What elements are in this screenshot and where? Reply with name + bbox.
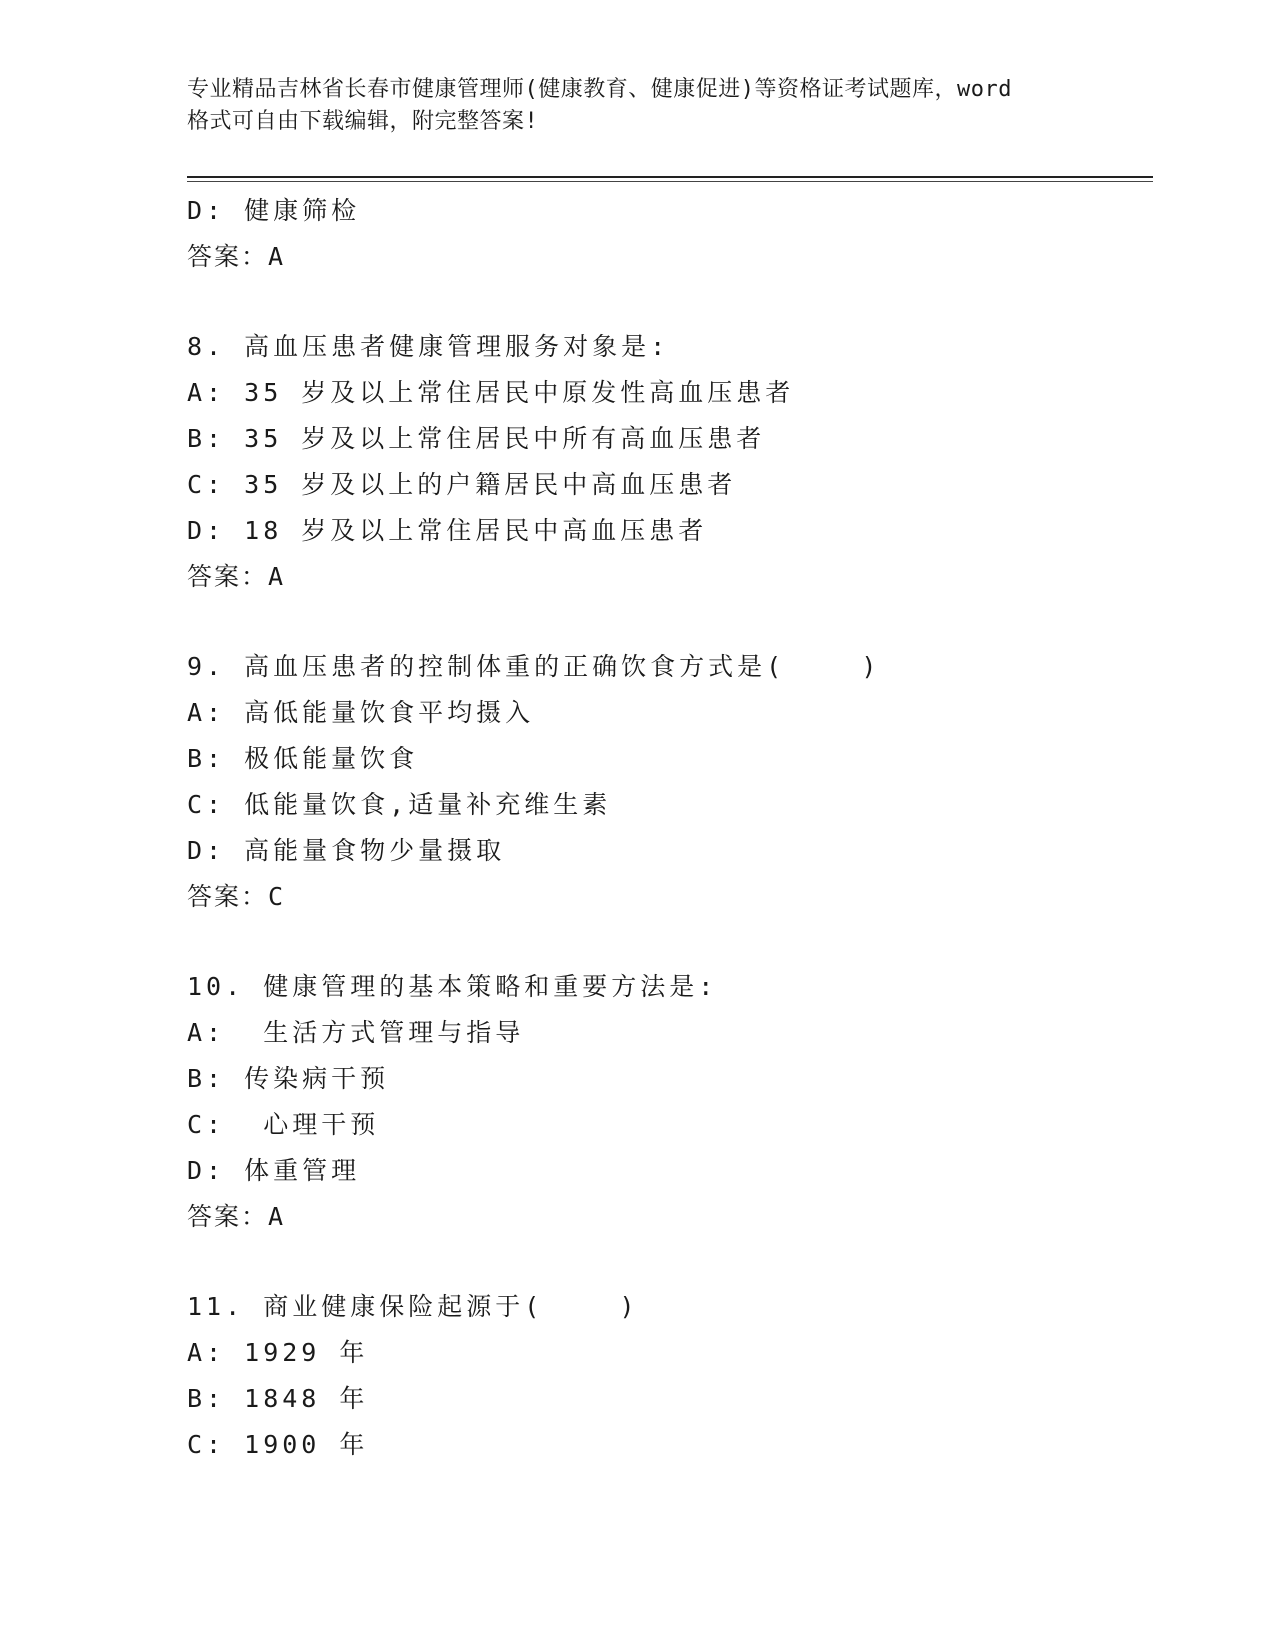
header-line-1: 专业精品吉林省长春市健康管理师(健康教育、健康促进)等资格证考试题库，word [187, 77, 1012, 102]
question-block-9 [187, 644, 1147, 920]
spacer [187, 920, 1147, 964]
question-stem: 9. 高血压患者的控制体重的正确饮食方式是( ) [187, 652, 881, 681]
header-divider-thick [187, 176, 1153, 178]
option-d: D: 健康筛检 [187, 196, 361, 225]
option-b: B: 传染病干预 [187, 1064, 390, 1093]
question-block-8 [187, 324, 1147, 600]
question-list [187, 188, 1147, 1468]
option-b: B: 极低能量饮食 [187, 744, 419, 773]
spacer [187, 600, 1147, 644]
answer-line: 答案：A [187, 562, 286, 591]
question-stem: 10. 健康管理的基本策略和重要方法是: [187, 972, 718, 1001]
question-block-10 [187, 964, 1147, 1240]
option-d: D: 体重管理 [187, 1156, 361, 1185]
option-a: A: 35 岁及以上常住居民中原发性高血压患者 [187, 378, 795, 407]
document-header [187, 74, 1107, 138]
option-c: C: 心理干预 [187, 1110, 380, 1139]
option-b: B: 1848 年 [187, 1384, 369, 1413]
answer-line: 答案：A [187, 242, 286, 271]
question-block-11 [187, 1284, 1147, 1468]
option-c: C: 低能量饮食,适量补充维生素 [187, 790, 612, 819]
question-block-prev [187, 188, 1147, 280]
answer-line: 答案：C [187, 882, 286, 911]
option-a: A: 1929 年 [187, 1338, 369, 1367]
option-b: B: 35 岁及以上常住居民中所有高血压患者 [187, 424, 766, 453]
header-divider-thin [187, 181, 1153, 182]
spacer [187, 280, 1147, 324]
option-c: C: 1900 年 [187, 1430, 369, 1459]
spacer [187, 1240, 1147, 1284]
question-stem: 8. 高血压患者健康管理服务对象是: [187, 332, 670, 361]
header-line-2: 格式可自由下载编辑，附完整答案! [187, 109, 539, 134]
option-a: A: 生活方式管理与指导 [187, 1018, 525, 1047]
option-d: D: 高能量食物少量摄取 [187, 836, 506, 865]
option-c: C: 35 岁及以上的户籍居民中高血压患者 [187, 470, 737, 499]
question-stem: 11. 商业健康保险起源于( ) [187, 1292, 639, 1321]
option-d: D: 18 岁及以上常住居民中高血压患者 [187, 516, 708, 545]
answer-line: 答案：A [187, 1202, 286, 1231]
option-a: A: 高低能量饮食平均摄入 [187, 698, 535, 727]
